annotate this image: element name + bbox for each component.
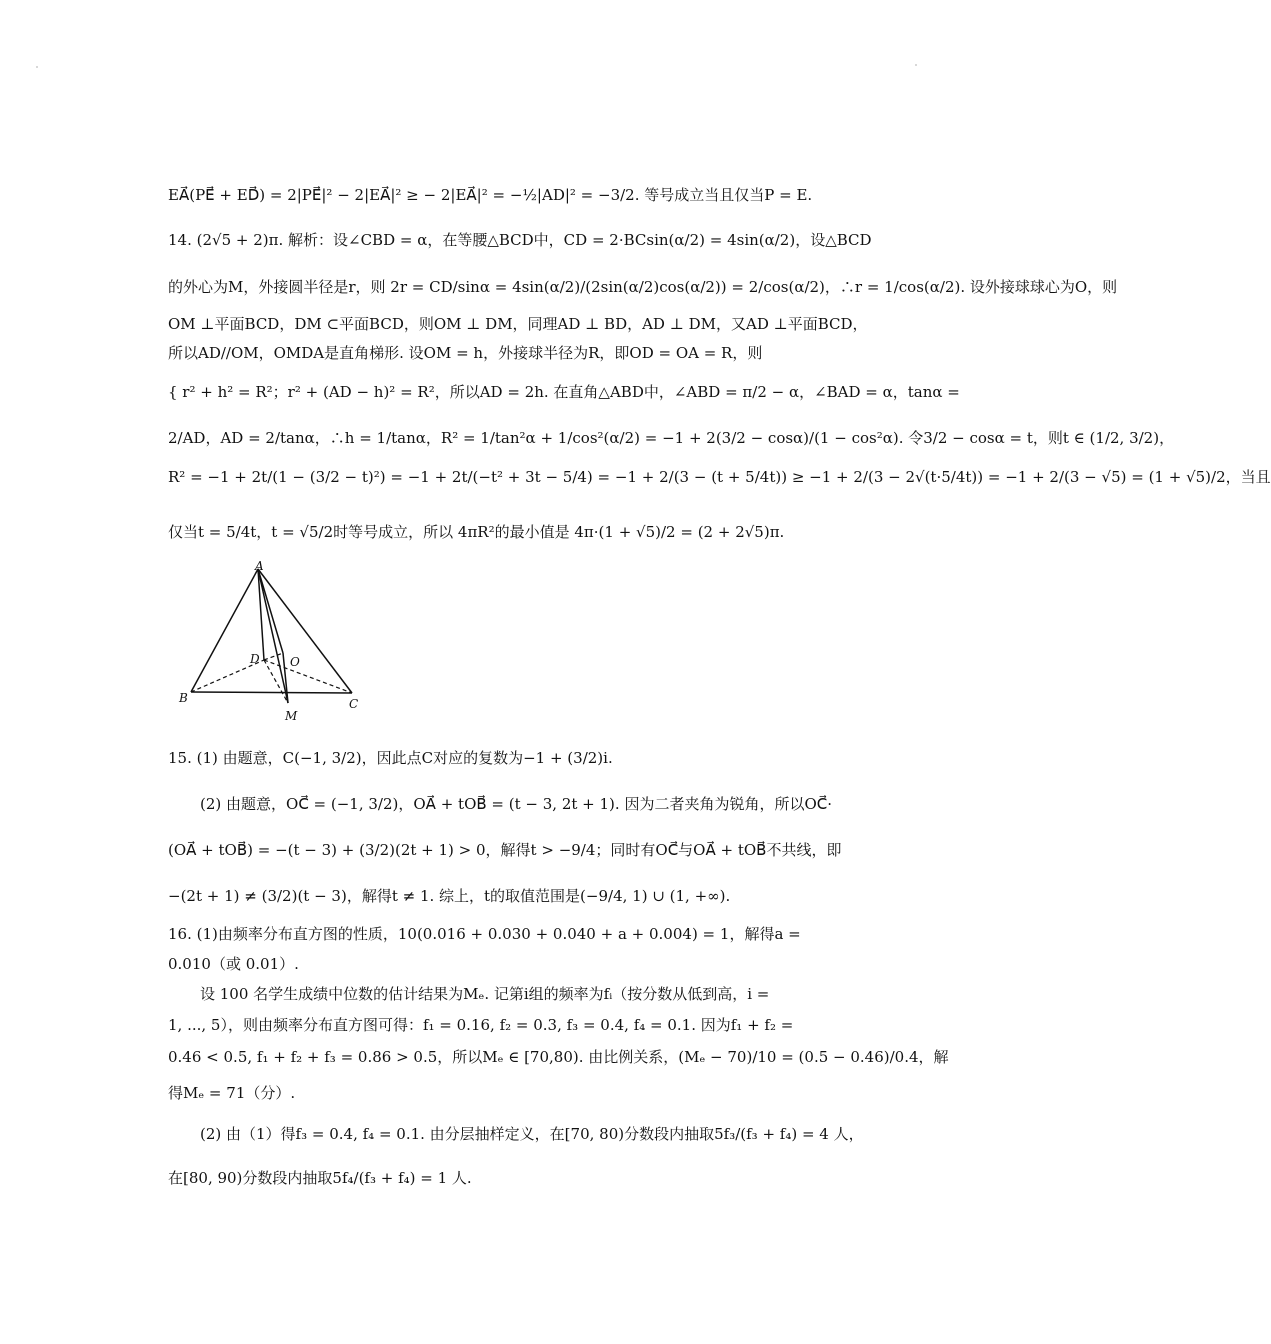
problem-15-part-2: (2) 由题意，OC⃗ = (−1, 3/2)，OA⃗ + tOB⃗ = (t − 3, 2t + 1). 因为二者夹角为锐角，所以OC⃗·: [200, 795, 832, 813]
text-line: 仅当t = 5/4t，t = √5/2时等号成立，所以 4πR²的最小值是 4π·(1 + √5)/2 = (2 + 2√5)π.: [168, 523, 785, 541]
text-line: 1, ..., 5），则由频率分布直方图可得：f₁ = 0.16, f₂ = 0.3, f₃ = 0.4, f₄ = 0.1. 因为f₁ + f₂ =: [168, 1016, 794, 1034]
equation-system: { r² + h² = R²；r² + (AD − h)² = R²，所以AD = 2h. 在直角△ABD中，∠ABD = π/2 − α，∠BAD = α，tanα =: [168, 383, 960, 401]
page-dot-top-left: [36, 66, 38, 68]
edge-do: [264, 653, 283, 660]
edge-ab: [191, 569, 258, 692]
problem-14-answer: 14. (2√5 + 2)π. 解析：设∠CBD = α，在等腰△BCD中，CD = 2·BCsin(α/2) = 4sin(α/2)，设△BCD: [168, 231, 872, 249]
text-line: 0.010（或 0.01）.: [168, 955, 299, 973]
label-c: C: [349, 697, 359, 711]
text-line: R² = −1 + 2t/(1 − (3/2 − t)²) = −1 + 2t/(−t² + 3t − 5/4) = −1 + 2/(3 − (t + 5/4t)) ≥ −1 + 2/(3 − 2√(t·5/4t)) = −1 + 2/(3 − √5) = (1 + √5)/2，当且: [168, 468, 1271, 486]
edge-bc: [191, 692, 352, 693]
edge-ao: [258, 569, 283, 653]
edge-om: [283, 653, 288, 703]
label-a: A: [255, 559, 264, 573]
problem-15-part-1: 15. (1) 由题意，C(−1, 3/2)，因此点C对应的复数为−1 + (3/2)i.: [168, 749, 613, 767]
text-line: 的外心为M，外接圆半径是r，则 2r = CD/sinα = 4sin(α/2)/(2sin(α/2)cos(α/2)) = 2/cos(α/2)，∴r = 1/cos(α/2). 设外接球球心为O，则: [168, 278, 1118, 296]
text-line: 得Mₑ = 71（分）.: [168, 1084, 296, 1102]
tetrahedron-figure: [170, 560, 370, 725]
text-line: 在[80, 90)分数段内抽取5f₄/(f₃ + f₄) = 1 人.: [168, 1169, 472, 1187]
problem-16-part-1: 16. (1)由频率分布直方图的性质，10(0.016 + 0.030 + 0.040 + a + 0.004) = 1，解得a =: [168, 925, 801, 943]
text-line: OM ⊥平面BCD，DM ⊂平面BCD，则OM ⊥ DM，同理AD ⊥ BD，AD ⊥ DM，又AD ⊥平面BCD，: [168, 315, 868, 333]
label-m: M: [285, 709, 298, 723]
problem-16-part-2: (2) 由（1）得f₃ = 0.4, f₄ = 0.1. 由分层抽样定义，在[70, 80)分数段内抽取5f₃/(f₃ + f₄) = 4 人，: [200, 1125, 864, 1143]
text-line: 0.46 < 0.5, f₁ + f₂ + f₃ = 0.86 > 0.5，所以Mₑ ∈ [70,80). 由比例关系，(Mₑ − 70)/10 = (0.5 − 0.46)/0.4，解: [168, 1048, 949, 1066]
text-line: (OA⃗ + tOB⃗) = −(t − 3) + (3/2)(2t + 1) > 0，解得t > −9/4；同时有OC⃗与OA⃗ + tOB⃗不共线，即: [168, 841, 842, 859]
label-b: B: [179, 691, 188, 705]
label-o: O: [290, 655, 300, 669]
text-line: 设 100 名学生成绩中位数的估计结果为Mₑ. 记第i组的频率为fᵢ（按分数从低到高，i =: [200, 985, 770, 1003]
label-d: D: [250, 652, 260, 666]
text-line: EA⃗(PE⃗ + ED⃗) = 2|PE⃗|² − 2|EA⃗|² ≥ − 2|EA⃗|² = −½|AD|² = −3/2. 等号成立当且仅当P = E.: [168, 186, 813, 204]
page-dot-top-right: [915, 64, 917, 66]
text-line: −(2t + 1) ≠ (3/2)(t − 3)，解得t ≠ 1. 综上，t的取值范围是(−9/4, 1) ∪ (1, +∞).: [168, 887, 731, 905]
text-line: 所以AD//OM，OMDA是直角梯形. 设OM = h，外接球半径为R，即OD = OA = R，则: [168, 344, 763, 362]
text-line: 2/AD，AD = 2/tanα，∴h = 1/tanα，R² = 1/tan²α + 1/cos²(α/2) = −1 + 2(3/2 − cosα)/(1 − cos²α). 令3/2 − cosα = t，则t ∈ (1/2, 3/2)，: [168, 429, 1175, 447]
